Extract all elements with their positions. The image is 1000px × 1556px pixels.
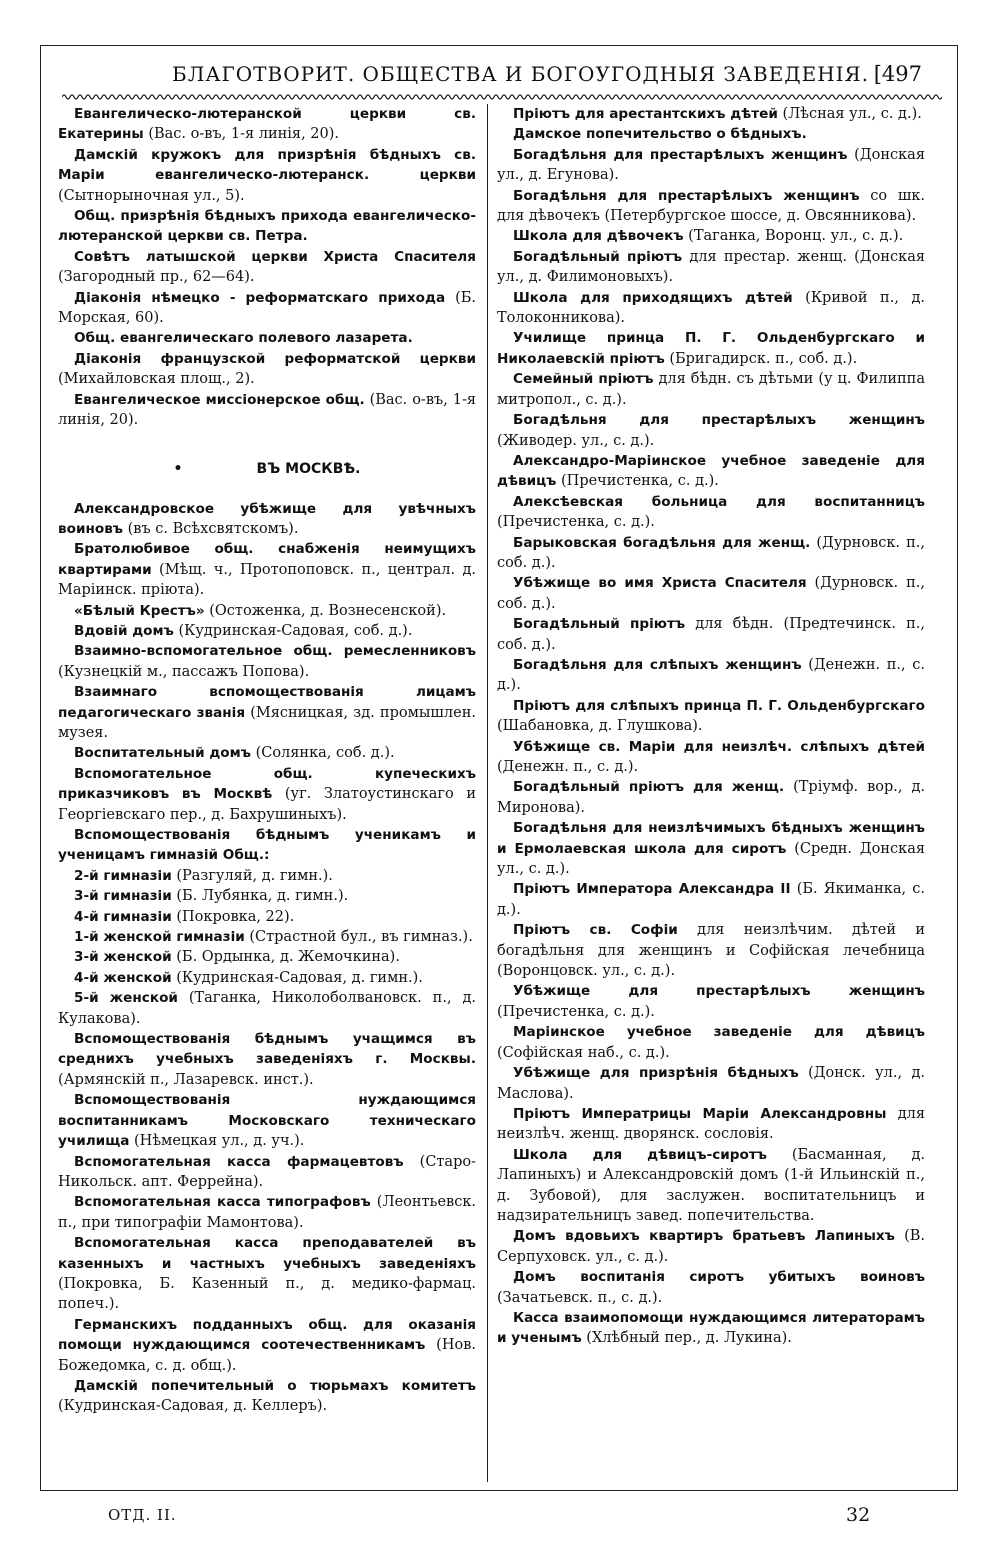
entry-name: Взаимно-вспомогательное общ. ремесленниковъ [74,643,476,660]
entry-address: (Шабановка, д. Глушкова). [497,718,703,735]
entry-name: Богадѣльня для престарѣлыхъ женщинъ [513,146,848,163]
entry-name: Маріинское учебное заведеніе для дѣвицъ [513,1024,925,1041]
directory-entry [497,614,925,655]
entry-name: Діаконія нѣмецко - реформатскаго прихода [74,289,446,306]
page-number: [497 [873,62,922,86]
directory-entry [58,988,476,1029]
entry-address: (Б. Лубянка, д. гимн.). [171,888,349,905]
entry-name: Дамское попечительство о бѣдныхъ. [513,126,807,143]
entry-address: (Пречистенка, с. д.). [497,1003,655,1020]
directory-entry [58,621,476,641]
directory-entry [58,907,476,927]
directory-entry [58,825,476,866]
entry-name: Дамскій кружокъ для призрѣнія бѣдныхъ св. Маріи евангелическо-лютеранск. церкви [58,146,476,184]
directory-entry [497,981,925,1022]
directory-entry [58,764,476,825]
entry-address: (Таганка, Воронц. ул., с. д.). [683,228,904,245]
running-title: БЛАГОТВОРИТ. ОБЩЕСТВА И БОГОУГОДНЫЯ ЗАВЕДЕНІЯ. [172,62,870,86]
entry-name: Вспомоществованія бѣднымъ ученикамъ и ученицамъ гимназій Общ.: [58,827,476,864]
directory-entry [497,104,925,124]
entry-name: Вспомоществованія нуждающимся воспитанникамъ Московскаго техническаго училища [58,1092,476,1150]
entry-address: для неизлѣч. женщ. дворянск. сословія. [497,1105,925,1143]
entry-address: (Вас. о-въ, 1-я линія, 20). [143,126,340,143]
running-header [60,62,940,96]
entry-name: Барыковская богадѣльня для женщ. [513,534,811,551]
entry-name: 3-й женской [74,949,172,966]
directory-entry [497,186,925,227]
wavy-rule [62,92,942,102]
entry-address: (Б. Якиманка, с. д.). [497,881,925,918]
entry-address: для неизлѣчим. дѣтей и богадѣльня для женщинъ и Софійская лечебница (Воронцовск. ул., с. д.). [497,922,925,980]
entry-name: Богадѣльня для престарѣлыхъ женщинъ [513,412,925,429]
entry-address: (Донск. ул., д. Маслова). [497,1065,925,1102]
entry-address: (Зачатьевск. п., с. д.). [497,1289,663,1306]
directory-entry [58,247,476,288]
entry-address: (Старо-Никольск. апт. Феррейна). [58,1153,476,1190]
directory-entry [58,145,476,206]
entry-name: Домъ вдовьихъ квартиръ братьевъ Лапиныхъ [513,1228,895,1245]
directory-entry [497,1226,925,1267]
entry-name: 4-й женской [74,969,172,986]
directory-entry [58,499,476,540]
directory-entry [58,682,476,743]
entry-address: (Кузнецкій м., пассажъ Попова). [58,663,310,680]
directory-entry [58,866,476,886]
right-entries [497,104,925,1349]
directory-entry [497,288,925,329]
entry-name: Діаконія французской реформатской церкви [74,350,476,367]
entry-name: Воспитательный домъ [74,745,251,762]
directory-entry [497,492,925,533]
entry-name: Богадѣльня для престарѣлыхъ женщинъ [513,187,860,204]
left-column [58,104,476,1484]
directory-entry [497,655,925,696]
directory-entry [58,886,476,906]
entry-address: (Софійская наб., с. д.). [497,1044,670,1061]
entry-address: (Покровка, 22). [171,908,295,925]
directory-entry [58,288,476,329]
directory-entry [497,451,925,492]
sheet-number: 32 [846,1504,871,1526]
entry-address: (Денежн. п., с. д.). [497,656,925,694]
directory-entry [497,818,925,879]
directory-entry [497,1308,925,1349]
directory-entry [497,369,925,410]
entry-name: 4-й гимназіи [74,908,172,925]
directory-entry [58,1090,476,1151]
entry-name: Вспомогательная касса типографовъ [74,1194,371,1211]
entry-address: для бѣдн. съ дѣтьми (у ц. Филиппа митропол., с. д.). [497,371,925,408]
directory-entry [58,328,476,348]
entry-name: «Бѣлый Крестъ» [74,602,205,619]
entry-name: Вспомогательная касса преподавателей въ казенныхъ и частныхъ учебныхъ заведеніяхъ [58,1235,476,1272]
entry-name: Убѣжище св. Маріи для неизлѣч. слѣпыхъ дѣтей [513,738,925,755]
frame-left-rule [40,45,41,1490]
entry-address: (Кудринская-Садовая, соб. д.). [173,622,413,639]
directory-entry [497,879,925,920]
entry-address: (Басманная, д. Лапиныхъ) и Александровскій домъ (1-й Ильинскій п., д. Зубовой), для заслужен. воспитательницъ и надзирательницъ завед. попечительства. [497,1146,925,1224]
entry-name: Евангелическое миссіонерское общ. [74,391,365,408]
directory-entry [497,696,925,737]
entry-address: (Загородный пр., 62—64). [58,269,255,286]
entry-address: (Страстной бул., въ гимназ.). [244,929,473,946]
right-column [497,104,925,1484]
entry-address: (Солянка, соб. д.). [250,745,395,762]
directory-entry [58,104,476,145]
entry-name: Домъ воспитанія сиротъ убитыхъ воиновъ [513,1269,925,1286]
entry-address: (Тріумф. вор., д. Миронова). [497,779,925,816]
entry-address: (В. Серпуховск. ул., с. д.). [497,1228,925,1265]
directory-entry [58,1315,476,1376]
entry-address: (Разгуляй, д. гимн.). [171,867,333,884]
directory-entry [497,777,925,818]
entry-address: (Бригадирск. п., соб. д.). [664,350,858,367]
directory-entry [497,1145,925,1227]
entry-name: Училище принца П. Г. Ольденбургскаго и Николаевскій пріютъ [497,330,925,367]
section-label: ОТД. II. [108,1506,177,1524]
entry-address: (Остоженка, д. Вознесенской). [204,602,447,619]
entry-name: Братолюбивое общ. снабженія неимущихъ квартирами [58,541,476,578]
entry-name: Богадѣльный пріютъ [513,616,686,633]
entry-address: (Нов. Божедомка, с. д. общ.). [58,1337,476,1374]
section-heading-moscow [58,461,476,477]
directory-entry [497,920,925,981]
entry-name: Евангелическо-лютеранской церкви св. Екатерины [58,106,476,143]
entry-name: Богадѣльня для неизлѣчимыхъ бѣдныхъ женщинъ и Ермолаевская школа для сиротъ [497,820,925,857]
entry-name: Германскихъ подданныхъ общ. для оказанія помощи нуждающимся соотечественникамъ [58,1316,476,1354]
entry-name: Школа для приходящихъ дѣтей [513,289,793,306]
entry-name: 5-й женской [74,990,178,1007]
entry-address: (Мѣщ. ч., Протопоповск. п., централ. д. Маріинск. пріюта). [58,561,476,599]
left-entries-moscow [58,499,476,1417]
entry-name: Пріютъ для арестантскихъ дѣтей [513,106,778,122]
entry-address: (Кривой п., д. Толоконникова). [497,289,925,327]
frame-bottom-rule [40,1490,958,1491]
entry-address: (Кудринская-Садовая, д. гимн.). [171,969,423,986]
entry-name: Убѣжище для призрѣнія бѣдныхъ [513,1065,799,1082]
directory-entry [58,349,476,390]
entry-name: Пріютъ Императрицы Маріи Александровны [513,1105,887,1122]
entry-address: (Лѣсная ул., с. д.). [777,106,922,122]
entry-name: Школа для дѣвицъ-сиротъ [513,1146,767,1163]
entry-name: Взаимнаго вспомоществованія лицамъ педагогическаго званія [58,684,476,721]
entry-name: Богадѣльный пріютъ [513,248,683,265]
directory-entry [58,390,476,431]
entry-name: Общ. призрѣнія бѣдныхъ прихода евангелическо-лютеранской церкви св. Петра. [58,208,476,245]
entry-address: (Таганка, Николоболвановск. п., д. Кулакова). [58,990,476,1027]
directory-entry [497,1022,925,1063]
entry-name: Общ. евангелическаго полевого лазарета. [74,330,413,347]
section-heading-text: ВЪ МОСКВѢ. [256,460,361,477]
entry-address: (Б. Морская, 60). [58,289,476,327]
entry-name: Убѣжище во имя Христа Спасителя [513,575,807,592]
entry-address: (Кудринская-Садовая, д. Келлеръ). [58,1398,328,1415]
entry-name: 2-й гимназіи [74,867,172,884]
directory-entry [58,206,476,247]
entry-address: для бѣдн. (Предтечинск. п., соб. д.). [497,616,925,653]
entry-name: Вспомогательное общ. купеческихъ приказчиковъ въ Москвѣ [58,765,476,803]
entry-address: со шк. для дѣвочекъ (Петербургское шоссе, д. Овсянникова). [497,187,925,225]
entry-name: 1-й женской гимназіи [74,929,245,946]
entry-name: Вдовій домъ [74,622,174,639]
entry-name: Семейный пріютъ [513,371,654,388]
entry-address: (Средн. Донская ул., с. д.). [497,840,925,878]
entry-name: Богадѣльный пріютъ для женщ. [513,779,785,796]
entry-address: для престар. женщ. (Донская ул., д. Филимоновыхъ). [497,248,925,286]
directory-entry [497,737,925,778]
entry-address: (Леонтьевск. п., при типографіи Мамонтова). [58,1194,476,1231]
entry-name: Алексѣевская больница для воспитанницъ [513,493,925,510]
entry-name: Школа для дѣвочекъ [513,228,684,245]
frame-top-rule [40,45,958,46]
frame-right-rule [957,45,958,1490]
entry-address: (Покровка, Б. Казенный п., д. медико-фармац. попеч.). [58,1275,476,1313]
entry-address: (Пречистенка, с. д.). [497,514,655,531]
entry-address: (Живодер. ул., с. д.). [497,432,655,449]
directory-entry [58,601,476,621]
entry-address: (Нѣмецкая ул., д. уч.). [129,1133,305,1150]
entry-address: (Дурновск. п., соб. д.). [497,575,925,612]
entry-name: Убѣжище для престарѣлыхъ женщинъ [513,983,925,1000]
directory-entry [58,1192,476,1233]
directory-entry [497,124,925,144]
directory-entry [497,410,925,451]
entry-name: Совѣтъ латышской церкви Христа Спасителя [74,248,476,265]
directory-entry [497,1104,925,1145]
entry-address: (Денежн. п., с. д.). [497,759,639,775]
directory-entry [58,968,476,988]
entry-name: Пріютъ Императора Александра II [513,881,791,898]
directory-entry [497,1063,925,1104]
entry-address: (въ с. Всѣхсвятскомъ). [123,520,299,537]
column-divider [487,104,488,1482]
entry-name: Вспомоществованія бѣднымъ учащимся въ среднихъ учебныхъ заведеніяхъ г. Москвы. [58,1031,476,1068]
entry-address: (Вас. о-въ, 1-я линія, 20). [58,391,476,429]
entry-address: (уг. Златоустинскаго и Георгіевскаго пер., д. Бахрушиныхъ). [58,786,476,823]
directory-entry [497,533,925,574]
directory-entry [58,743,476,763]
entry-name: Касса взаимопомощи нуждающимся литераторамъ и ученымъ [497,1309,925,1347]
entry-address: (Мясницкая, зд. промышлен. музея. [58,704,476,741]
entry-address: (Б. Ордынка, д. Жемочкина). [171,949,400,966]
entry-address: (Пречистенка, с. д.). [556,473,719,490]
entry-name: Александровское убѣжище для увѣчныхъ воиновъ [58,500,476,537]
entry-name: Александро-Маріинское учебное заведеніе для дѣвицъ [497,452,925,490]
directory-entry [58,1233,476,1315]
left-entries-top [58,104,476,431]
entry-address: (Сытнорыночная ул., 5). [58,187,245,204]
entry-name: Богадѣльня для слѣпыхъ женщинъ [513,656,802,673]
section-bullet: • [173,460,183,477]
directory-entry [58,947,476,967]
entry-name: Вспомогательная касса фармацевтовъ [74,1153,404,1170]
directory-entry [58,539,476,600]
directory-entry [497,1267,925,1308]
directory-entry [58,1376,476,1417]
directory-entry [58,1029,476,1090]
entry-address: (Хлѣбный пер., д. Лукина). [581,1330,792,1347]
directory-entry [497,226,925,246]
entry-name: 3-й гимназіи [74,888,172,905]
entry-address: (Михайловская площ., 2). [58,371,255,388]
directory-entry [497,328,925,369]
directory-entry [497,145,925,186]
entry-address: (Дурновск. п., соб. д.). [497,534,925,571]
entry-address: (Армянскій п., Лазаревск. инст.). [58,1071,314,1088]
directory-entry [58,1152,476,1193]
entry-name: Дамскій попечительный о тюрьмахъ комитетъ [74,1377,476,1394]
entry-name: Пріютъ для слѣпыхъ принца П. Г. Ольденбургскаго [513,697,925,714]
directory-entry [58,927,476,947]
directory-entry [497,247,925,288]
entry-name: Пріютъ св. Софіи [513,922,678,939]
directory-entry [497,573,925,614]
entry-address: (Донская ул., д. Егунова). [497,146,925,184]
directory-entry [58,641,476,682]
